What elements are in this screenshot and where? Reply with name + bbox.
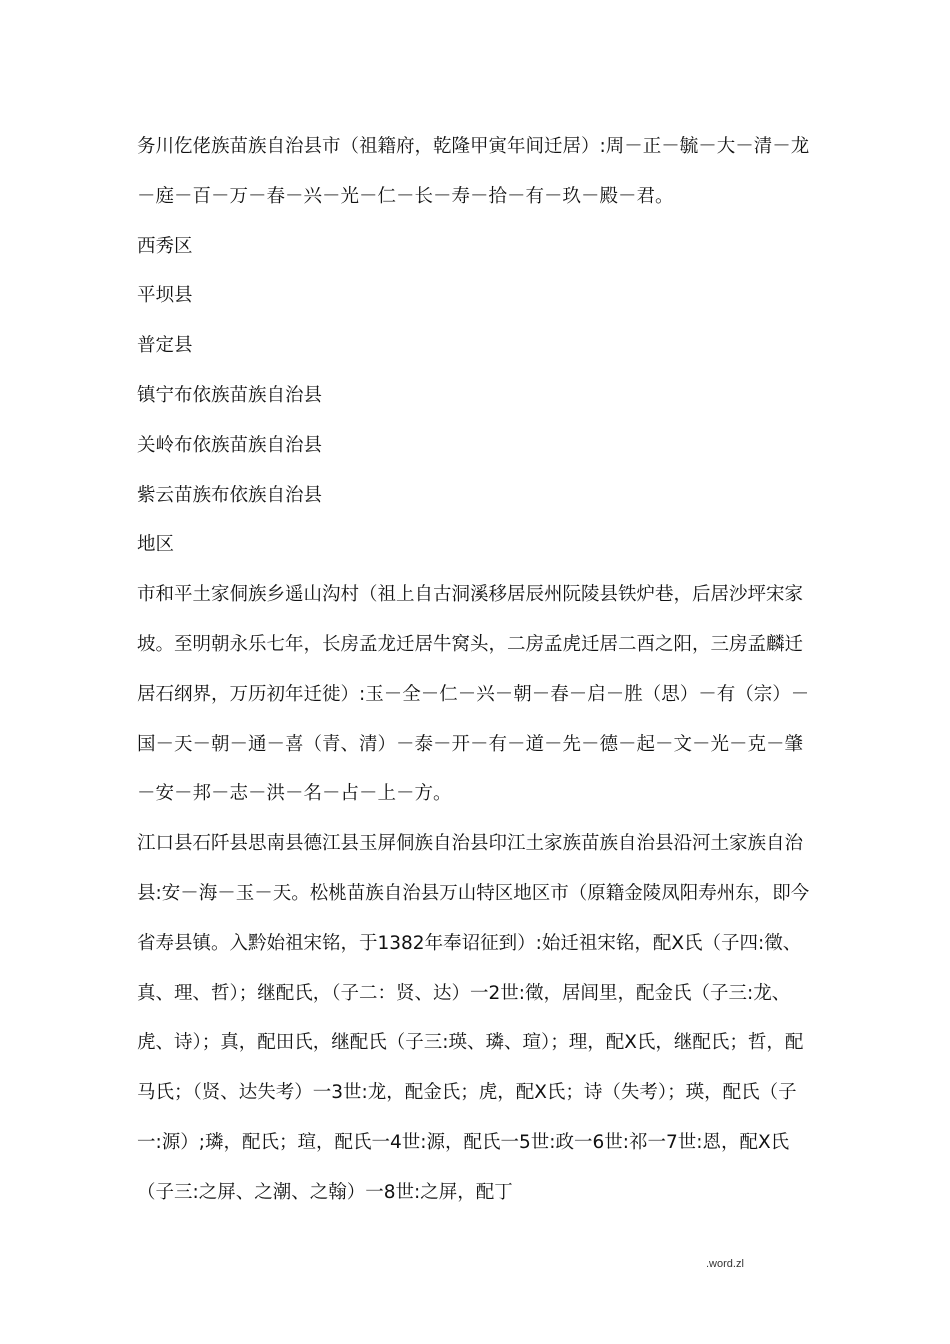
paragraph-region-heading: 地区 <box>137 534 175 556</box>
paragraph-pingba-county: 平坝县 <box>137 285 193 307</box>
paragraph-xixiu-district: 西秀区 <box>137 235 193 257</box>
paragraph-wuchuan-genealogy: 务川仡佬族苗族自治县市（祖籍府，乾隆甲寅年间迁居）:周－正－毓－大－清－龙－庭－百－万－春－兴－光－仁－长－寿－拾－有－玖－殿－君。 <box>137 136 810 207</box>
paragraph-guanling-county: 关岭布依族苗族自治县 <box>137 434 323 456</box>
paragraph-heping-genealogy: 市和平土家侗族乡遥山沟村（祖上自古洞溪移居辰州阮陵县铁炉巷，后居沙坪宋家坡。至明朝永乐七年，长房孟龙迁居牛窝头，二房孟虎迁居二酉之阳，三房孟麟迁居石纲界，万历初年迁徙）:玉－全－仁－兴－朝－春－启－胜（思）－有（宗）－国－天－朝－通－喜（青、清）－泰－开－有－道－先－德－起－文－光－克－肇－安－邦－志－洪－名－占－上－方。 <box>137 584 810 805</box>
paragraph-zhenning-county: 镇宁布依族苗族自治县 <box>137 384 323 406</box>
paragraph-jiangkou-genealogy: 江口县石阡县思南县德江县玉屏侗族自治县印江土家族苗族自治县沿河土家族自治县:安－海－玉－天。松桃苗族自治县万山特区地区市（原籍金陵凤阳寿州东，即今省寿县镇。入黔始祖宋铭，于1382年奉诏征到）:始迁祖宋铭，配X氏（子四:徵、真、理、哲）；继配氏，（子二：贤、达）一2世:徵，居闾里，配金氏（子三:龙、虎、诗）；真，配田氏，继配氏（子三:瑛、璘、瑄）；理，配X氏，继配氏；哲，配马氏；（贤、达失考）一3世:龙，配金氏；虎，配X氏；诗（失考）；瑛，配氏（子一:源）;璘，配氏；瑄，配氏一4世:源，配氏一5世:政一6世:祁一7世:恩，配X氏（子三:之屏、之潮、之翰）一8世:之屏，配丁 <box>137 833 810 1203</box>
paragraph-puding-county: 普定县 <box>137 335 193 357</box>
document-body <box>137 122 817 1218</box>
paragraph-ziyun-county: 紫云苗族布依族自治县 <box>137 484 323 506</box>
page-footer: .word.zl <box>706 1258 744 1270</box>
